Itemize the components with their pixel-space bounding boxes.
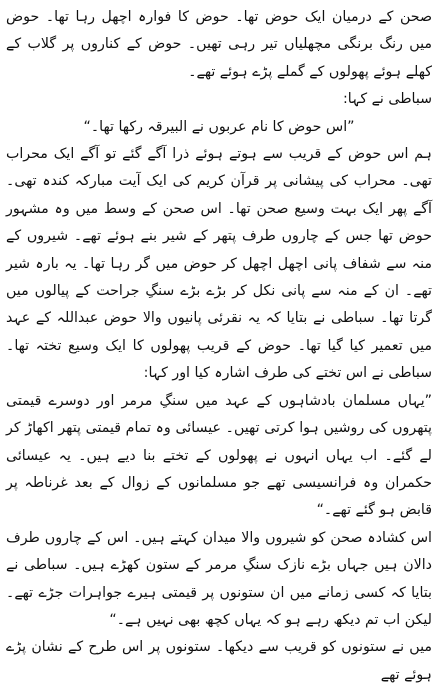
paragraph-courtyard-fountain: صحن کے درمیان ایک حوض تھا۔ حوض کا فوارہ اچھل رہا تھا۔ حوض میں رنگ برنگی مچھلیاں تیر رہی تھیں۔ حوض کے کناروں پر گلاب کے کھلے ہوئے پھولوں کے گملے پڑے ہوئے تھے۔ <box>6 9 432 80</box>
paragraph-court-of-lions: اس کشادہ صحن کو شیروں والا میدان کہتے ہیں۔ اس کے چاروں طرف دالان ہیں جہاں بڑے نازک سنگِ مرمر کے ستون کھڑے ہیں۔ سباطی نے بتایا کہ کسی زمانے میں ان ستونوں پر قیمتی ہیرے جواہرات جڑے تھے۔ لیکن اب تم دیکھ رہے ہو کہ یہاں کچھ بھی نہیں ہے۔“ <box>6 529 432 628</box>
paragraph-marble-paths-quote: ”یہاں مسلمان بادشاہوں کے عہد میں سنگِ مرمر اور دوسرے قیمتی پتھروں کی روشیں ہوا کرتی تھیں۔ عیسائی وہ تمام قیمتی پتھر اکھاڑ کر لے گئے۔ اب یہاں انہوں نے پھولوں کے تختے بنا دیے ہیں۔ یہ عیسائی حکمران وہ فرانسیسی تھے جو مسلمانوں کے زوال کے بعد غرناطہ پر قابض ہو گئے تھے۔“ <box>6 392 432 519</box>
quote-fountain-name: ”اس حوض کا نام عربوں نے البیرقہ رکھا تھا۔“ <box>83 118 355 135</box>
paragraph-lion-fountain: ہم اس حوض کے قریب سے ہوتے ہوئے ذرا آگے گئے تو آگے ایک محراب تھی۔ محراب کی پیشانی پر قرآن کریم کی ایک آیت مبارکہ کندہ تھی۔ آگے پھر ایک بہت وسیع صحن تھا۔ اس صحن کے وسط میں وہ مشہور حوض تھا جس کے چاروں طرف پتھر کے شیر بنے ہوئے تھے۔ شیروں کے منہ سے شفاف پانی اچھل اچھل کر حوض میں گر رہا تھا۔ یہ بارہ شیر تھے۔ ان کے منہ سے پانی نکل کر بڑے بڑے سنگِ جراحت کے پیالوں میں گرتا تھا۔ سباطی نے بتایا کہ یہ نقرئی پانیوں والا حوض عبداللہ کے عہد میں تعمیر کیا گیا تھا۔ حوض کے قریب پھولوں کا ایک وسیع تختہ تھا۔ سباطی نے اس تختے کی طرف اشارہ کیا اور کہا: <box>6 146 432 382</box>
paragraph-pillars: میں نے ستونوں کو قریب سے دیکھا۔ ستونوں پر اس طرح کے نشان پڑے ہوئے تھے <box>6 639 432 683</box>
paragraph-sabati-said: سباطی نے کہا: <box>342 91 432 108</box>
